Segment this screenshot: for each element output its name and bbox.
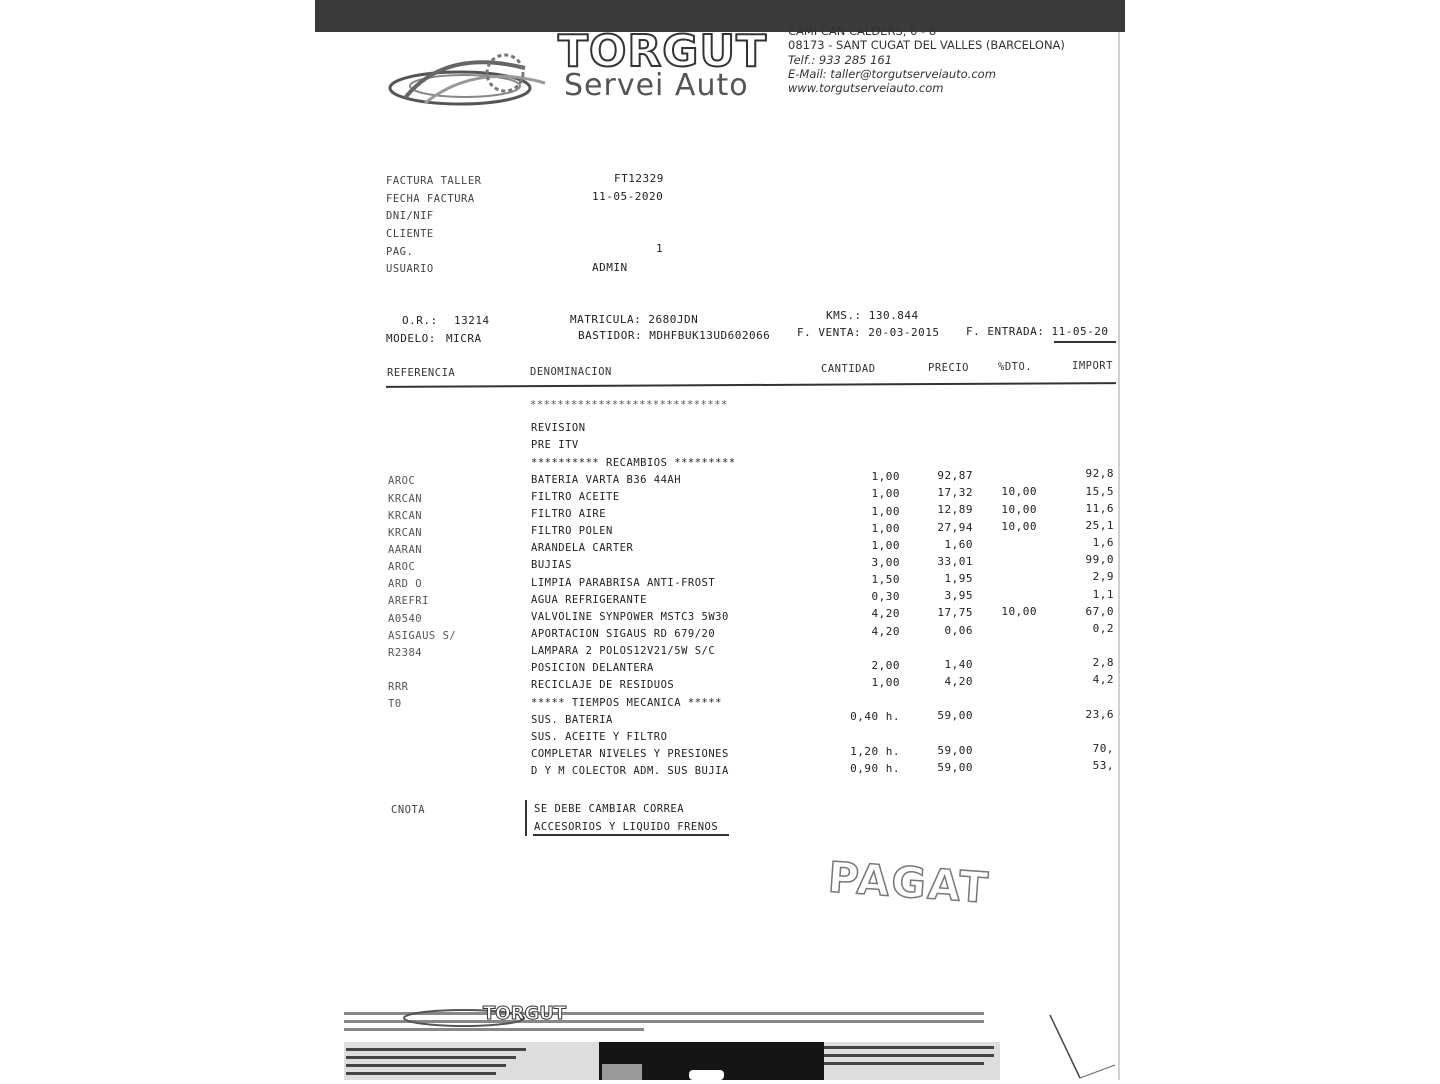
cell-precio: 33,01 [937, 554, 973, 568]
or-label: O.R.: [402, 314, 438, 327]
cell-denominacion: ***** TIEMPOS MECANICA ***** [531, 696, 723, 709]
cell-cantidad: 1,20 h. [850, 744, 900, 758]
invoice-label-cliente: CLIENTE [386, 228, 434, 240]
address-line-1: CAMI CAN CALDERS, 6 - 8 [788, 24, 937, 38]
cell-cantidad: 1,50 [871, 573, 900, 587]
cell-precio: 17,32 [937, 486, 973, 500]
cell-denominacion: BUJIAS [531, 559, 572, 572]
cell-importe: 92,8 [1085, 467, 1114, 481]
paid-stamp: PAGAT [826, 852, 992, 913]
cell-importe: 25,1 [1085, 518, 1114, 532]
invoice-page: 1 [656, 242, 664, 255]
bastidor: BASTIDOR: MDHFBUK13UD602066 [578, 329, 771, 342]
cell-dto: 10,00 [1001, 605, 1037, 619]
cell-referencia: R2384 [388, 646, 423, 659]
cell-denominacion: PRE ITV [531, 439, 579, 452]
cell-importe: 1,1 [1092, 587, 1114, 601]
cell-precio: 1,95 [944, 572, 973, 586]
cell-referencia: AARAN [388, 543, 423, 556]
cell-referencia: KRCAN [388, 492, 423, 505]
note-line-2: ACCESORIOS Y LIQUIDO FRENOS [534, 821, 719, 833]
logo-swirl-icon [385, 28, 555, 113]
or-value: 13214 [454, 314, 490, 327]
cell-precio: 59,00 [937, 709, 973, 723]
cell-denominacion: FILTRO ACEITE [531, 490, 620, 503]
cell-precio: 59,00 [937, 760, 973, 774]
invoice-number: FT12329 [614, 172, 664, 185]
cell-precio: 1,40 [944, 657, 973, 671]
footer-logo: TORGUT [483, 1003, 567, 1024]
cell-precio: 92,87 [937, 469, 973, 483]
cell-importe: 15,5 [1085, 484, 1114, 498]
cell-precio: 17,75 [937, 606, 973, 620]
cell-denominacion: RECICLAJE DE RESIDUOS [531, 679, 675, 692]
cell-referencia: AROC [388, 561, 416, 574]
invoice-date: 11-05-2020 [592, 190, 664, 203]
cell-importe: 53, [1092, 759, 1114, 772]
cell-precio: 1,60 [944, 537, 973, 551]
paper-edge [1118, 32, 1120, 1080]
kilometers: KMS.: 130.844 [826, 309, 919, 322]
cell-denominacion: LAMPARA 2 POLOS12V21/5W S/C [531, 645, 716, 658]
cell-denominacion: ARANDELA CARTER [531, 542, 634, 555]
cell-precio: 59,00 [937, 743, 973, 757]
company-website: www.torgutserveiauto.com [788, 81, 944, 95]
cell-importe: 67,0 [1085, 604, 1114, 618]
note-underline [533, 834, 729, 836]
cell-cantidad: 1,00 [871, 504, 900, 518]
col-header-precio: PRECIO [928, 362, 969, 374]
cell-denominacion: SUS. BATERIA [531, 713, 613, 726]
col-header-denominacion: DENOMINACION [530, 366, 612, 378]
invoice-user: ADMIN [592, 261, 628, 274]
entrada-underline [1054, 341, 1116, 343]
header-rule [386, 382, 1116, 387]
cell-denominacion: APORTACION SIGAUS RD 679/20 [531, 628, 716, 641]
modelo-label: MODELO: [386, 332, 436, 345]
company-phone: Telf.: 933 285 161 [788, 53, 893, 67]
invoice-label-dni: DNI/NIF [386, 210, 434, 222]
cell-importe: 1,6 [1092, 536, 1114, 550]
cell-cantidad: 1,00 [871, 538, 900, 552]
cell-referencia: ARD O [388, 578, 423, 591]
items-separator: ***************************** [530, 399, 728, 411]
col-header-dto: %DTO. [998, 361, 1033, 373]
cell-referencia: A0540 [388, 612, 423, 625]
footer-legal-block [344, 998, 1004, 1080]
cell-denominacion: REVISION [531, 422, 586, 435]
cell-denominacion: FILTRO POLEN [531, 525, 613, 538]
cell-dto: 10,00 [1001, 502, 1037, 516]
note-line-1: SE DEBE CAMBIAR CORREA [534, 803, 685, 815]
col-header-importe: IMPORT [1072, 360, 1113, 372]
fecha-entrada: F. ENTRADA: 11-05-20 [966, 325, 1109, 338]
cell-importe: 0,2 [1092, 621, 1114, 635]
note-bracket [525, 800, 527, 836]
cell-denominacion: ********** RECAMBIOS ********* [531, 456, 736, 469]
cell-cantidad: 0,90 h. [850, 761, 900, 775]
logo-tagline: Servei Auto [564, 68, 749, 103]
cell-cantidad: 1,00 [871, 487, 900, 501]
cell-dto: 10,00 [1001, 519, 1037, 533]
cell-precio: 27,94 [937, 520, 973, 534]
cell-referencia: T0 [388, 698, 402, 711]
invoice-label-usuario: USUARIO [386, 263, 434, 275]
invoice-label-factura: FACTURA TALLER [386, 175, 482, 187]
cell-precio: 0,06 [944, 623, 973, 637]
signature-mark [1040, 1010, 1120, 1080]
matricula: MATRICULA: 2680JDN [570, 313, 699, 326]
cell-cantidad: 1,00 [871, 470, 900, 484]
cell-referencia: ASIGAUS S/ [388, 629, 457, 642]
company-email: E-Mail: taller@torgutserveiauto.com [788, 67, 996, 81]
fecha-venta: F. VENTA: 20-03-2015 [797, 326, 940, 339]
cell-cantidad: 3,00 [871, 555, 900, 569]
cell-cantidad: 0,30 [871, 590, 900, 604]
cell-importe: 23,6 [1085, 707, 1114, 721]
cell-importe: 4,2 [1092, 673, 1114, 687]
cell-denominacion: SUS. ACEITE Y FILTRO [531, 730, 668, 743]
cell-referencia: KRCAN [388, 526, 423, 539]
invoice-label-fecha: FECHA FACTURA [386, 193, 475, 205]
cell-importe: 11,6 [1085, 501, 1114, 515]
cell-precio: 4,20 [944, 674, 973, 688]
cell-precio: 3,95 [944, 589, 973, 603]
cell-importe: 2,9 [1092, 570, 1114, 584]
cell-referencia: AROC [388, 475, 416, 488]
cell-denominacion: BATERIA VARTA B36 44AH [531, 473, 682, 486]
cell-cantidad: 0,40 h. [850, 710, 900, 724]
invoice-label-pag: PAG. [386, 246, 414, 258]
cell-denominacion: D Y M COLECTOR ADM. SUS BUJIA [531, 765, 729, 778]
col-header-referencia: REFERENCIA [387, 367, 456, 379]
cell-denominacion: LIMPIA PARABRISA ANTI-FROST [531, 576, 716, 589]
note-label: CNOTA [391, 804, 426, 816]
cell-importe: 2,8 [1092, 656, 1114, 670]
cell-denominacion: AGUA REFRIGERANTE [531, 593, 647, 606]
cell-importe: 70, [1092, 741, 1114, 755]
cell-precio: 12,89 [937, 503, 973, 517]
cell-referencia: AREFRI [388, 595, 429, 608]
modelo-value: MICRA [446, 332, 482, 345]
cell-referencia: KRCAN [388, 509, 423, 522]
cell-cantidad: 1,00 [871, 676, 900, 689]
cell-cantidad: 1,00 [871, 521, 900, 535]
cell-dto: 10,00 [1001, 485, 1037, 499]
cell-denominacion: COMPLETAR NIVELES Y PRESIONES [531, 748, 729, 761]
cell-denominacion: POSICION DELANTERA [531, 662, 654, 675]
col-header-cantidad: CANTIDAD [821, 363, 876, 375]
cell-denominacion: VALVOLINE SYNPOWER MSTC3 5W30 [531, 610, 729, 623]
cell-cantidad: 4,20 [871, 624, 900, 638]
address-line-2: 08173 - SANT CUGAT DEL VALLES (BARCELONA) [788, 38, 1065, 52]
cell-referencia: RRR [388, 681, 409, 694]
cell-cantidad: 4,20 [871, 607, 900, 621]
logo-wordmark: TORGUT [558, 26, 768, 77]
cell-denominacion: FILTRO AIRE [531, 507, 607, 520]
cell-importe: 99,0 [1085, 553, 1114, 567]
cell-cantidad: 2,00 [871, 658, 900, 672]
